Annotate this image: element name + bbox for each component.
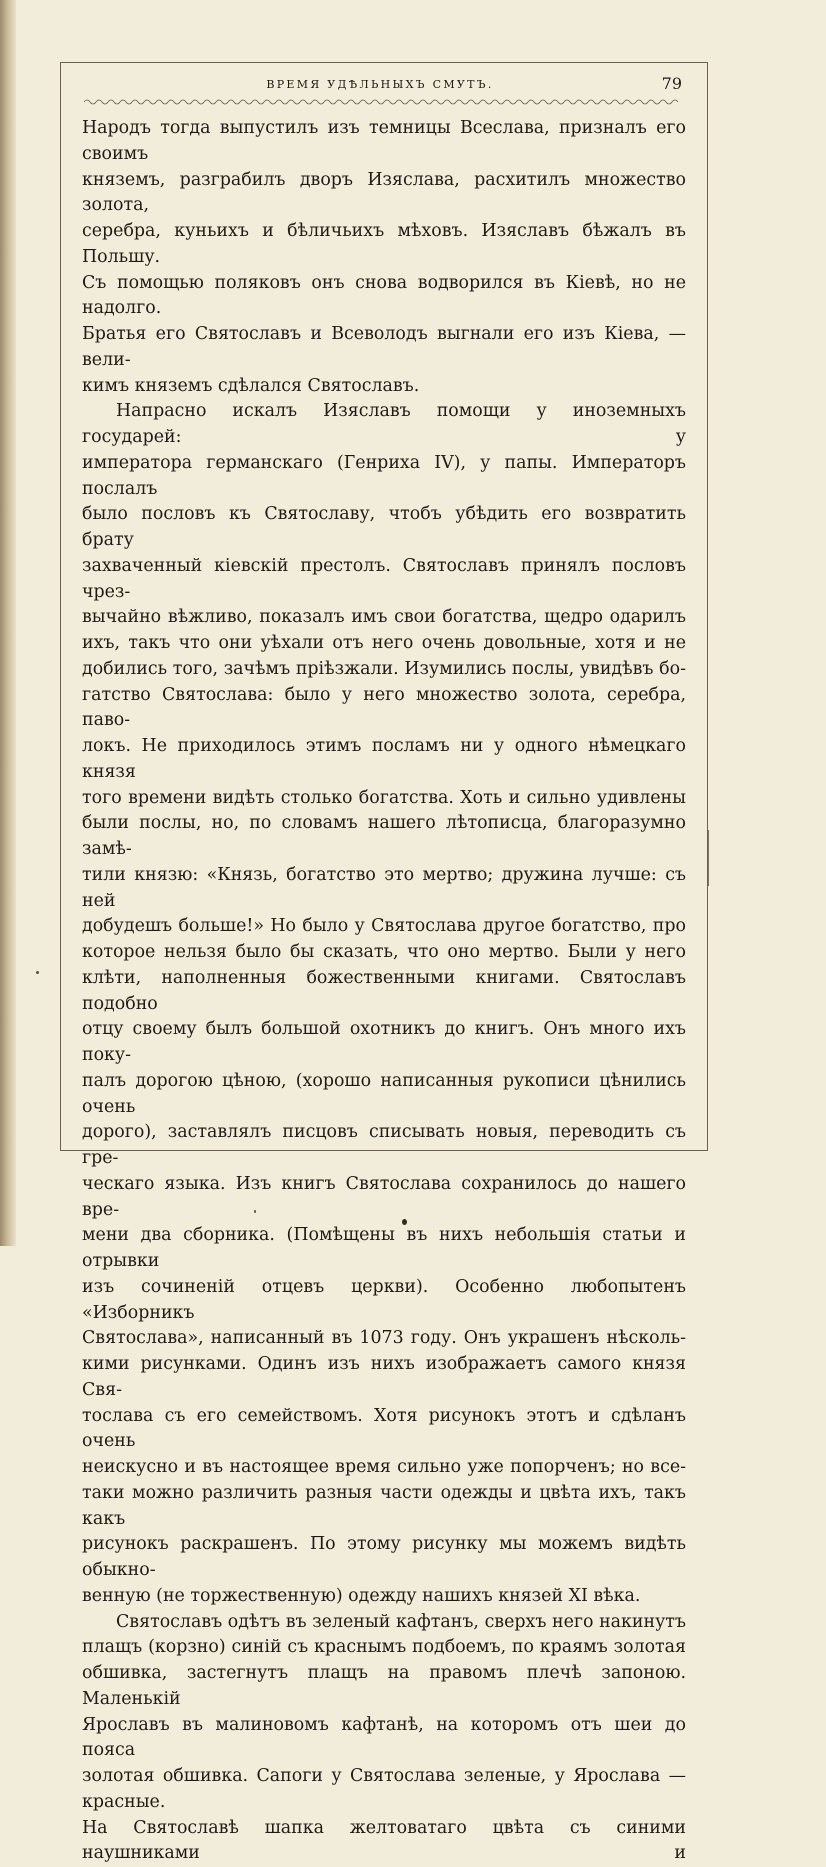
text-line: изъ сочиненій отцевъ церкви). Особенно любопытенъ «Изборникъ — [82, 1275, 686, 1327]
text-line: Святослава», написанный въ 1073 году. Онъ украшенъ нѣсколь- — [82, 1326, 686, 1352]
text-line: вычайно вѣжливо, показалъ имъ свои богатства, щедро одарилъ — [82, 605, 686, 631]
paragraph — [82, 1610, 686, 1867]
text-line: клѣти, наполненныя божественными книгами. Святославъ подобно — [82, 966, 686, 1018]
text-line: тослава съ его семействомъ. Хотя рисунокъ этотъ и сдѣланъ очень — [82, 1404, 686, 1456]
text-line: На Святославѣ шапка желтоватаго цвѣта съ синими наушниками и — [82, 1816, 686, 1867]
paragraph — [82, 399, 686, 1609]
text-line: Ярославъ въ малиновомъ кафтанѣ, на которомъ отъ шеи до пояса — [82, 1713, 686, 1765]
text-line: Съ помощью поляковъ онъ снова водворился въ Кіевѣ, но не надолго. — [82, 271, 686, 323]
text-line: императора германскаго (Генриха IV), у папы. Императоръ послалъ — [82, 451, 686, 503]
text-line: дорого), заставлялъ писцовъ списывать новыя, переводить съ гре- — [82, 1120, 686, 1172]
text-line: гатство Святослава: было у него множество золота, серебра, паво- — [82, 683, 686, 735]
ink-speck — [402, 1219, 407, 1225]
text-line: Святославъ одѣтъ въ зеленый кафтанъ, сверхъ него накинутъ — [82, 1610, 686, 1636]
text-line: того времени видѣть столько богатства. Хоть и сильно удивлены — [82, 786, 686, 812]
paragraph — [82, 116, 686, 399]
text-line: неискусно и въ настоящее время сильно уже попорченъ; но все- — [82, 1455, 686, 1481]
running-title: ВРЕМЯ УДѢЛЬНЫХЪ СМУТЪ. — [74, 78, 686, 91]
text-line: Братья его Святославъ и Всеволодъ выгнали его изъ Кіева, —вели- — [82, 322, 686, 374]
book-spine-shadow — [0, 0, 16, 1246]
text-line: тили князю: «Князь, богатство это мертво; дружина лучше: съ ней — [82, 863, 686, 915]
text-line: отцу своему былъ большой охотникъ до книгъ. Онъ много ихъ поку- — [82, 1017, 686, 1069]
ornamental-wavy-rule — [84, 98, 680, 106]
text-line: было пословъ къ Святославу, чтобъ убѣдить его возвратить брату — [82, 502, 686, 554]
text-line: мени два сборника. (Помѣщены въ нихъ небольшія статьи и отрывки — [82, 1223, 686, 1275]
text-line: локъ. Не приходилось этимъ посламъ ни у одного нѣмецкаго князя — [82, 734, 686, 786]
text-line: рисунокъ раскрашенъ. По этому рисунку мы можемъ видѣть обыкно- — [82, 1532, 686, 1584]
text-line: кимъ княземъ сдѣлался Святославъ. — [82, 374, 686, 400]
text-line: венную (не торжественную) одежду нашихъ князей XI вѣка. — [82, 1584, 686, 1610]
text-line: захваченный кіевскій престолъ. Святославъ принялъ пословъ чрез- — [82, 554, 686, 606]
text-line: были послы, но, по словамъ нашего лѣтописца, благоразумно замѣ- — [82, 811, 686, 863]
text-line: кими рисунками. Одинъ изъ нихъ изображаетъ самого князя Свя- — [82, 1352, 686, 1404]
text-line: Народъ тогда выпустилъ изъ темницы Всеслава, призналъ его своимъ — [82, 116, 686, 168]
text-line: ческаго языка. Изъ книгъ Святослава сохранилось до нашего вре- — [82, 1172, 686, 1224]
text-line: плащъ (корзно) синій съ краснымъ подбоемъ, по краямъ золотая — [82, 1635, 686, 1661]
text-line: палъ дорогою цѣною, (хорошо написанныя рукописи цѣнились очень — [82, 1069, 686, 1121]
text-line: добились того, зачѣмъ пріѣзжали. Изумились послы, увидѣвъ бо- — [82, 657, 686, 683]
body-text — [82, 116, 686, 1867]
text-line: которое нельзя было бы сказать, что оно мертво. Были у него — [82, 940, 686, 966]
running-head — [74, 74, 686, 96]
text-line: ихъ, такъ что они уѣхали отъ него очень довольные, хотя и не — [82, 631, 686, 657]
text-line: добудешъ больше!» Но было у Святослава другое богатство, про — [82, 914, 686, 940]
text-line: княземъ, разграбилъ дворъ Изяслава, расхитилъ множество золота, — [82, 168, 686, 220]
text-line: таки можно различить разныя части одежды и цвѣта ихъ, такъ какъ — [82, 1481, 686, 1533]
ink-speck — [254, 1210, 256, 1213]
page-number: 79 — [662, 74, 682, 93]
margin-mark — [708, 830, 709, 886]
text-line: серебра, куньихъ и бѣличьихъ мѣховъ. Изяславъ бѣжалъ въ Польшу. — [82, 219, 686, 271]
text-line: Напрасно искалъ Изяславъ помощи у иноземныхъ государей: у — [82, 399, 686, 451]
ink-speck — [36, 971, 39, 974]
text-line: золотая обшивка. Сапоги у Святослава зеленые, у Ярослава — красные. — [82, 1764, 686, 1816]
text-line: обшивка, застегнутъ плащъ на правомъ плечѣ запоною. Маленькій — [82, 1661, 686, 1713]
